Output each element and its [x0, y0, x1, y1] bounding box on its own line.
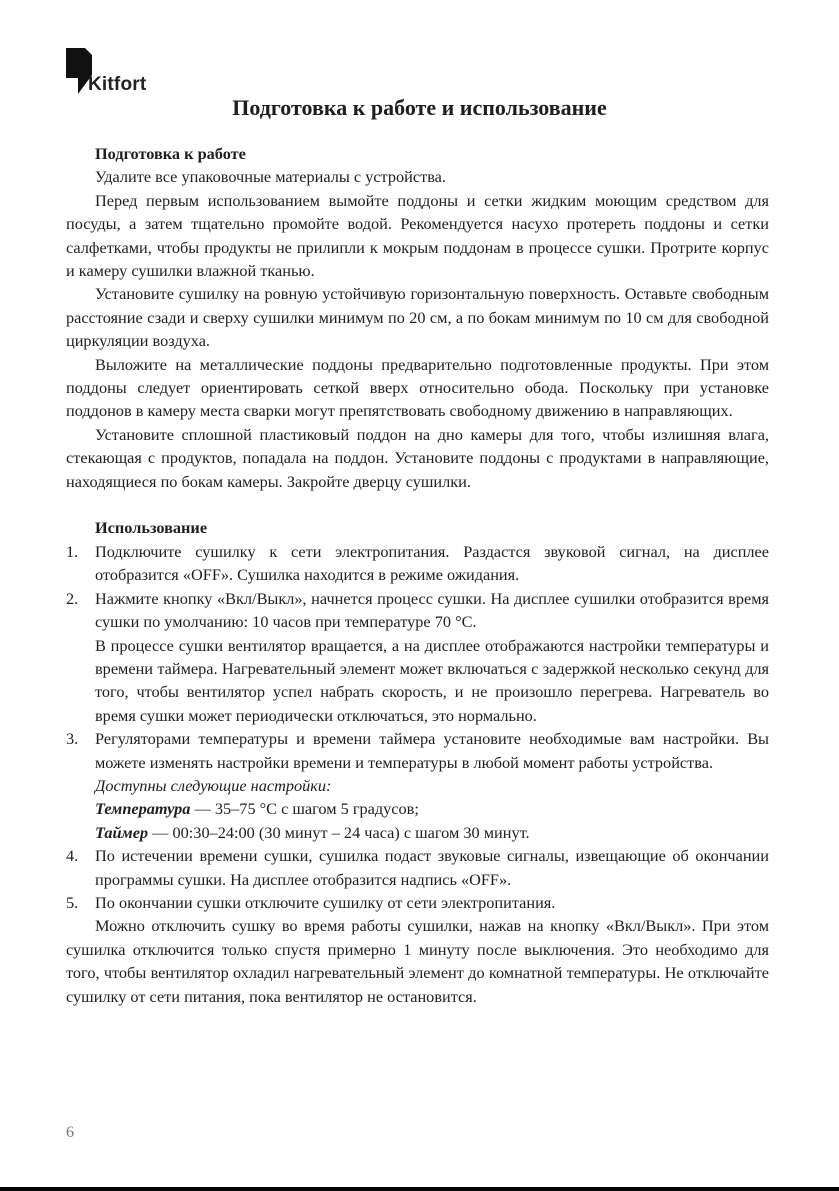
temperature-value: — 35–75 °С с шагом 5 градусов;	[190, 799, 419, 819]
preparation-heading: Подготовка к работе	[95, 144, 246, 163]
preparation-paragraph: Удалите все упаковочные материалы с устройства.	[95, 167, 446, 187]
document-body	[66, 142, 769, 1008]
step-number: 2.	[66, 588, 79, 608]
step-text: По окончании сушки отключите сушилку от сети электропитания.	[95, 892, 556, 912]
page-title: Подготовка к работе и использование	[232, 95, 607, 120]
step-text: Подключите сушилку к сети электропитания. Раздастся звуковой сигнал, на дисплее отобразится «OFF». Сушилка находится в режиме ожидания.	[95, 541, 769, 585]
section-gap	[66, 493, 769, 516]
settings-label: Доступны следующие настройки:	[95, 775, 332, 795]
step-number: 5.	[66, 892, 79, 912]
list-item	[66, 587, 769, 727]
list-item	[66, 727, 769, 844]
timer-value: — 00:30–24:00 (30 минут – 24 часа) с шагом 30 минут.	[148, 822, 530, 842]
timer-setting	[95, 821, 769, 844]
brand-name: Kitfort	[88, 74, 147, 95]
list-item	[66, 540, 769, 587]
timer-key: Таймер	[95, 822, 149, 842]
preparation-paragraph: Установите сплошной пластиковый поддон на дно камеры для того, чтобы излишняя влага, стекающая с продуктов, попадала на поддон. Установите поддоны с продуктами в направляющие, находящиеся по бокам камеры. Закройте дверцу сушилки.	[66, 424, 769, 491]
list-item	[66, 891, 769, 914]
temperature-setting	[95, 797, 769, 820]
brand-logo	[66, 48, 176, 98]
bottom-rule	[0, 1187, 839, 1191]
preparation-paragraph: Перед первым использованием вымойте поддоны и сетки жидким моющим средством для посуды, а затем тщательно промойте водой. Рекомендуется насухо протереть поддоны и сетки салфетками, чтобы продукты не прилипли к мокрым поддонам в процессе сушки. Протрите корпус и камеру сушилки влажной тканью.	[66, 190, 769, 281]
step-text: По истечении времени сушки, сушилка подаст звуковые сигналы, извещающие об окончании программы сушки. На дисплее отобразится надпись «OFF».	[95, 846, 769, 889]
step-text: Нажмите кнопку «Вкл/Выкл», начнется процесс сушки. На дисплее сушилки отобразится время сушки по умолчанию: 10 часов при температуре 70 °С.	[95, 588, 769, 632]
temperature-key: Температура	[95, 799, 191, 819]
step-number: 3.	[66, 729, 79, 749]
usage-heading: Использование	[95, 518, 208, 538]
page-number: 6	[66, 1124, 74, 1141]
preparation-paragraph: Установите сушилку на ровную устойчивую горизонтальную поверхность. Оставьте свободным расстояние сзади и сверху сушилки минимум по 20 см, а по бокам минимум по 10 см для свободной циркуляции воздуха.	[66, 284, 769, 351]
step-extra-text: В процессе сушки вентилятор вращается, а на дисплее отображаются настройки температуры и времени таймера. Нагревательный элемент может включаться с задержкой несколько секунд для того, чтобы вентилятор успел набрать скорость, и не произошло перегрева. Нагреватель во время сушки может периодически отключаться, это нормально.	[95, 635, 769, 725]
step-number: 1.	[66, 541, 79, 561]
step-number: 4.	[66, 846, 79, 866]
usage-steps-list	[66, 540, 769, 915]
preparation-paragraph: Выложите на металлические поддоны предварительно подготовленные продукты. При этом поддоны следует ориентировать сеткой вверх относительно обода. Поскольку при установке поддонов в камеру места сварки могут препятствовать свободному движению в направляющих.	[66, 354, 769, 421]
list-item	[66, 844, 769, 891]
usage-closing-paragraph: Можно отключить сушку во время работы сушилки, нажав на кнопку «Вкл/Выкл». При этом сушилка отключится только спустя примерно 1 минуту после выключения. Это необходимо для того, чтобы вентилятор охладил нагревательный элемент до комнатной температуры. Не отключайте сушилку от сети питания, пока вентилятор не остановится.	[66, 916, 769, 1006]
step-text: Регуляторами температуры и времени таймера установите необходимые вам настройки. Вы можете изменять настройки времени и температуры в любой момент работы устройства.	[95, 729, 769, 772]
